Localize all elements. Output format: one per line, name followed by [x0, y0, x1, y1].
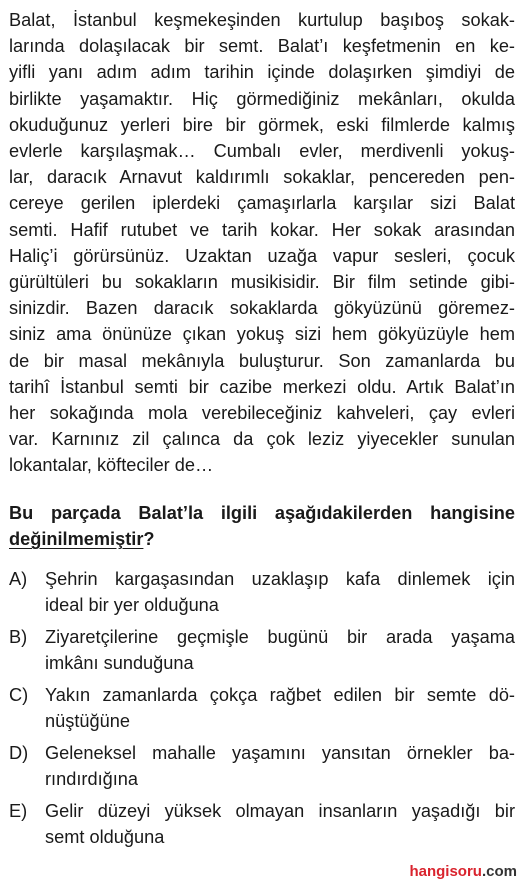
option-text	[45, 740, 515, 792]
passage-line: lokantalar, köfteciler de…	[9, 455, 214, 476]
passage-line: lar, daracık Arnavut kaldırımlı sokaklar, pencereden pen-	[9, 167, 515, 188]
passage-line: gürültüleri bu sokakların musikisidir. Bir film setinde gibi-	[9, 272, 515, 293]
passage-line: sinizdir. Bazen daracık sokaklarda gökyüzünü göremez-	[9, 298, 515, 319]
option-line: rındırdığına	[45, 769, 139, 790]
passage-line: siniz ama önünüze çıkan yokuş sizi hem gökyüzüyle hem	[9, 324, 515, 345]
watermark-suffix: .com	[481, 863, 517, 880]
negation-keyword: değinilmemiştir	[9, 529, 144, 550]
option-letter: D)	[9, 743, 29, 763]
option-line: Geleneksel mahalle yaşamını yansıtan örnekler ba-	[45, 743, 515, 763]
option-line: Ziyaretçilerine geçmişle bugünü bir arada yaşama	[45, 627, 515, 647]
option-line: ideal bir yer olduğuna	[45, 595, 219, 616]
passage-line: evlerle karşılaşmak… Cumbalı evler, merdivenli yokuş-	[9, 141, 515, 162]
passage-line: tarihî İstanbul semti bir cazibe merkezi oldu. Artık Balat’ın	[9, 376, 515, 397]
option-line: imkânı sunduğuna	[45, 653, 194, 674]
question-line-1: Bu parçada Balat’la ilgili aşağıdakilerden hangisine	[9, 503, 515, 523]
watermark-name: hangisoru	[409, 863, 482, 880]
option-text	[45, 798, 515, 850]
passage-line: her sokağında mola verebileceğiniz kahveleri, çay evleri	[9, 403, 515, 424]
passage-line: semti. Hafif rutubet ve tarih kokar. Her sokak arasından	[9, 219, 515, 240]
option-letter: B)	[9, 627, 28, 647]
passage-line: cereye gerilen iplerdeki çamaşırlarla karşılar sizi Balat	[9, 193, 515, 214]
reading-passage	[9, 7, 515, 479]
passage-line: var. Karnınız zil çalınca da çok leziz yiyecekler sunulan	[9, 429, 515, 450]
option-line: Yakın zamanlarda çokça rağbet edilen bir semte dö-	[45, 685, 515, 705]
passage-line: Balat, İstanbul keşmekeşinden kurtulup başıboş sokak-	[9, 10, 515, 30]
question-stem	[9, 500, 515, 552]
option-line: Gelir düzeyi yüksek olmayan insanların yaşadığı bir	[45, 801, 515, 821]
question-mark: ?	[143, 529, 155, 550]
option-line: nüştüğüne	[45, 711, 130, 732]
option-line: semt olduğuna	[45, 827, 165, 848]
passage-line: larında dolaşılacak bir semt. Balat’ı keşfetmenin en ke-	[9, 36, 515, 57]
passage-line: birlikte yaşamaktır. Hiç görmediğiniz mekânları, okulda	[9, 88, 515, 109]
site-watermark	[409, 863, 517, 880]
option-line: Şehrin kargaşasından uzaklaşıp kafa dinlemek için	[45, 569, 515, 589]
passage-line: Haliç’i görürsünüz. Uzaktan uzağa vapur sesleri, çocuk	[9, 245, 515, 266]
option-letter: C)	[9, 685, 29, 705]
question-line-2	[9, 526, 515, 552]
option-text	[45, 566, 515, 618]
passage-line: okuduğunuz yerleri bire bir görmek, eski filmlerde kalmış	[9, 114, 515, 135]
option-text	[45, 624, 515, 676]
option-letter: A)	[9, 569, 28, 589]
passage-line: yifli yanı adım adım tarihin içinde dolaşırken şimdiyi de	[9, 62, 515, 83]
option-text	[45, 682, 515, 734]
passage-line: de bir masal mekânıyla buluşturur. Son zamanlarda bu	[9, 350, 515, 371]
option-letter: E)	[9, 801, 28, 821]
